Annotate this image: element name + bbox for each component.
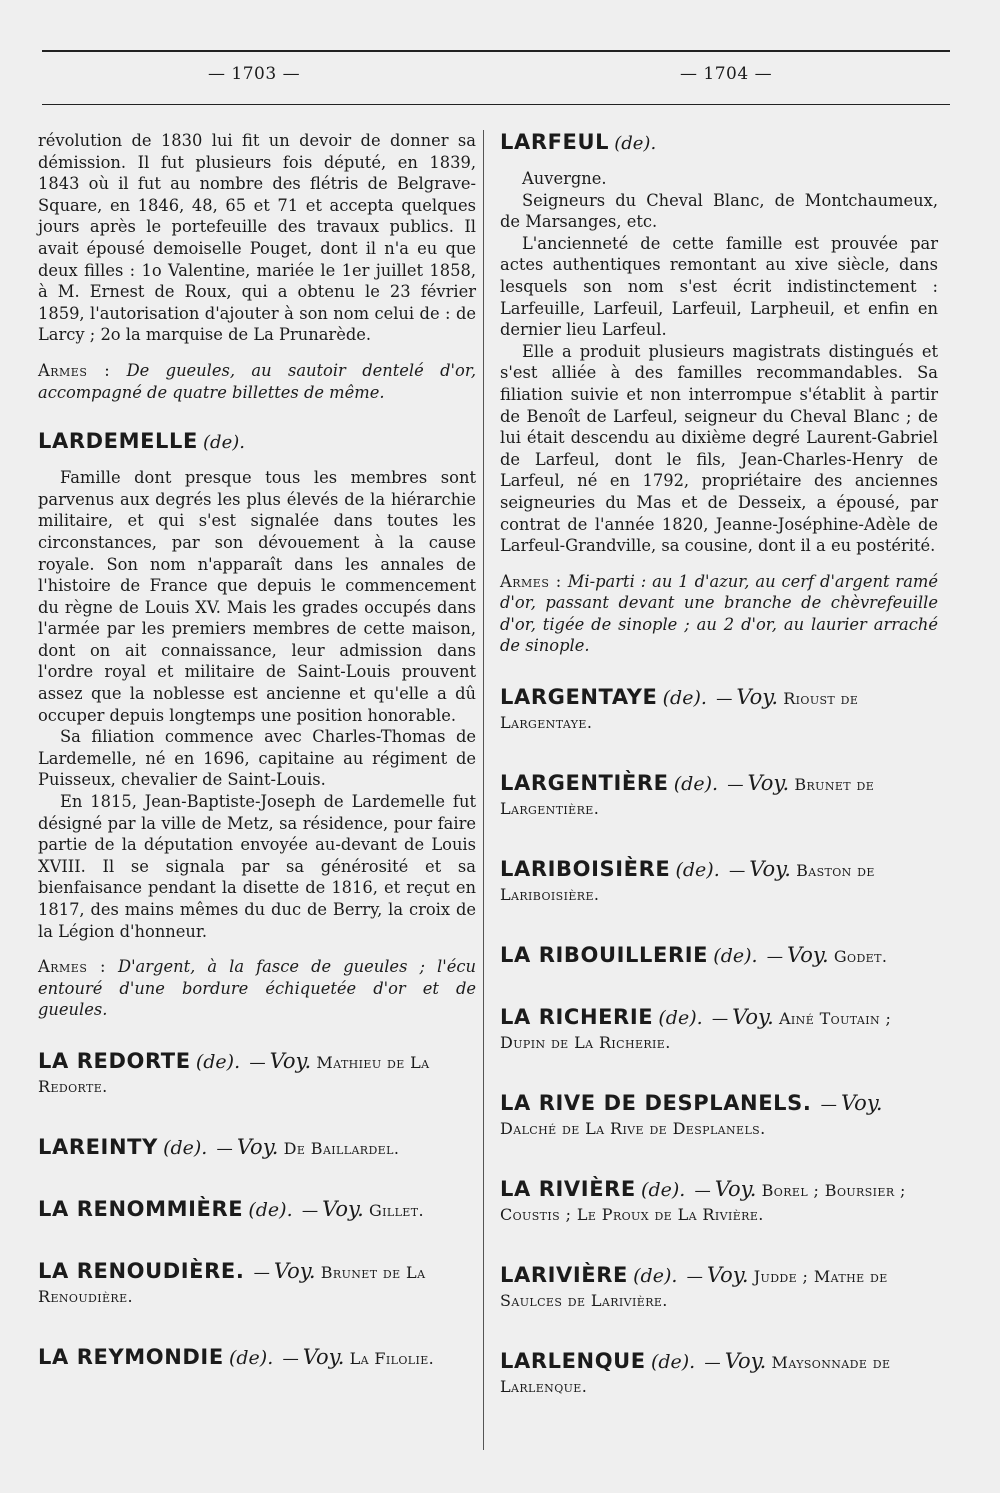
cross-reference-entry: LARGENTAYE (de). — Voy. Rioust de Largentaye. [500,685,859,733]
entry-name: LAREINTY [38,1134,158,1159]
cross-reference-entry: LARIBOISIÈRE (de). — Voy. Baston de Lariboisière. [500,857,875,905]
left-page-number: — 1703 — [208,64,301,84]
arms-label: Armes : [38,957,106,977]
entry-reference: Mathieu de La Redorte. [38,1052,430,1096]
cross-reference-entry: LA REYMONDIE (de). — Voy. La Filolie. [38,1344,435,1369]
entry-reference: Rioust de Largentaye. [500,689,859,733]
entry-name: LA RIVE DE DESPLANELS. [500,1091,812,1116]
cross-reference-entry: LARLENQUE (de). — Voy. Maysonnade de Larlenque. [500,1349,891,1397]
entry-particle: (de). [662,687,707,710]
entry-reference: Dalché de La Rive de Desplanels. [500,1119,766,1139]
entry-particle: (de). [248,1198,293,1221]
entry-particle: (de). [713,945,758,968]
entry-reference: Borel ; Boursier ; Coustis ; Le Proux de La Rivière. [500,1181,906,1225]
cross-reference-entry: LA RIVIÈRE (de). — Voy. Borel ; Boursier ; Coustis ; Le Proux de La Rivière. [500,1177,906,1225]
voy-label: Voy. [714,1177,757,1202]
entry-particle: (de). [203,432,245,454]
right-page-number: — 1704 — [680,64,773,84]
continuation-arms [38,360,476,403]
cross-reference-entry: LAREINTY (de). — Voy. De Baillardel. [38,1134,400,1159]
cross-reference-entry: LA RICHERIE (de). — Voy. Ainé Toutain ; Dupin de La Richerie. [500,1005,892,1053]
entry-particle: (de). [195,1050,241,1073]
entry-name: LARLENQUE [500,1349,646,1374]
cross-reference-entry: LA RIVE DE DESPLANELS. — Voy. Dalché de La Rive de Desplanels. [500,1091,883,1139]
right-column [500,130,938,1435]
entry-name: LA REYMONDIE [38,1344,224,1369]
cross-reference-entry: LA RENOMMIÈRE (de). — Voy. Gillet. [38,1196,424,1221]
voy-label: Voy. [302,1344,345,1369]
cross-reference-entry: LARGENTIÈRE (de). — Voy. Brunet de Largentière. [500,771,875,819]
voy-label: Voy. [706,1263,749,1288]
voy-label: Voy. [273,1258,316,1283]
larfeul-paragraph: L'ancienneté de cette famille est prouvée par actes authentiques remontant au xive siècle, dans lesquels son nom s'est écrit indistinctement : Larfeuille, Larfeuil, Larfeuil, Larpheuil, et enfin en dernier lieu Larfeul. [500,233,938,340]
entry-name: LA RICHERIE [500,1005,654,1030]
entry-name: LA RIBOUILLERIE [500,943,709,968]
entry-particle: (de). [641,1179,686,1202]
larfeul-paragraph: Auvergne. [522,169,607,188]
entry-name: LA RENOUDIÈRE. [38,1258,245,1283]
cross-reference-entry: LA RENOUDIÈRE. — Voy. Brunet de La Renoudière. [38,1258,426,1306]
entry-particle: (de). [633,1265,678,1288]
lardemelle-arms [38,956,476,1021]
cross-reference-entry: LA RIBOUILLERIE (de). — Voy. Godet. [500,943,888,968]
left-column [38,130,476,1407]
voy-label: Voy. [840,1091,883,1116]
entry-name: LARIBOISIÈRE [500,857,671,882]
entry-name: LARGENTAYE [500,685,658,710]
entry-particle: (de). [228,1346,274,1369]
entry-name: LARIVIÈRE [500,1263,628,1288]
entry-particle: (de). [650,1351,696,1374]
voy-label: Voy. [787,943,829,968]
arms-blazon: De gueules, au sautoir dentelé d'or, accompagné de quatre billettes de même. [38,360,476,402]
entry-heading-lardemelle [38,429,476,453]
entry-name: LA REDORTE [38,1048,191,1073]
entry-particle: (de). [163,1136,208,1159]
column-divider [483,130,484,1450]
entry-reference: Godet. [833,947,888,967]
arms-label: Armes : [38,360,111,380]
larfeul-paragraph: Elle a produit plusieurs magistrats distingués et s'est alliée à des familles recommandables. Sa filiation suivie et non interrompue s'établit à partir de Benoît de Larfeul, seigneur du Cheval Blanc ; de lui était descendu au dixième degré Laurent-Gabriel de Larfeul, dont le fils, Jean-Charles-Henry de Larfeul, né en 1792, propriétaire des anciennes seigneuries du Mas et de Desseix, a épousé, par contrat de l'année 1820, Jeanne-Joséphine-Adèle de Larfeul-Grandville, sa cousine, dont il a eu postérité. [500,341,938,556]
entry-reference: Gillet. [368,1200,424,1220]
entry-heading-larfeul [500,130,938,154]
entry-particle: (de). [673,773,719,796]
lardemelle-paragraph: Sa filiation commence avec Charles-Thomas de Lardemelle, né en 1696, capitaine au régiment de Puisseux, chevalier de Saint-Louis. [38,727,476,790]
voy-label: Voy. [724,1349,767,1374]
arms-label: Armes : [500,571,562,591]
entry-name: LA RENOMMIÈRE [38,1196,244,1221]
arms-blazon: Mi-parti : au 1 d'azur, au cerf d'argent ramé d'or, passant devant une branche de chèvrefeuille d'or, tigée de sinople ; au 2 d'or, au laurier arraché de sinople. [500,571,938,656]
cross-reference-entry: LA REDORTE (de). — Voy. Mathieu de La Redorte. [38,1048,430,1096]
larfeul-arms [500,571,938,657]
entry-particle: (de). [658,1007,703,1030]
voy-label: Voy. [736,685,779,710]
entry-reference: La Filolie. [349,1348,435,1368]
lardemelle-paragraph: En 1815, Jean-Baptiste-Joseph de Lardemelle fut désigné par la ville de Metz, sa résidence, pour faire partie de la députation envoyée au-devant de Louis XVIII. Il se signala par sa générosité et sa bienfaisance pendant la disette de 1816, et reçut en 1817, des mains mêmes du duc de Berry, la croix de la Légion d'honneur. [38,792,476,941]
entry-reference: Maysonnade de Larlenque. [500,1353,891,1397]
entry-name: LARFEUL [500,130,610,154]
entry-reference: Judde ; Mathe de Saulces de Larivière. [500,1267,888,1311]
voy-label: Voy. [322,1196,364,1221]
voy-label: Voy. [269,1048,312,1073]
entry-reference: De Baillardel. [283,1138,400,1158]
entry-reference: Brunet de Largentière. [500,775,875,819]
entry-reference: Ainé Toutain ; Dupin de La Richerie. [500,1009,892,1053]
entry-name: LA RIVIÈRE [500,1177,636,1202]
entry-particle: (de). [675,859,720,882]
voy-label: Voy. [732,1005,774,1030]
arms-blazon: D'argent, à la fasce de gueules ; l'écu entouré d'une bordure échiquetée d'or et de gueules. [38,957,476,1020]
header-rule-bottom [42,104,950,105]
header-rule-top [42,50,950,52]
entry-particle: (de). [614,133,657,154]
voy-label: Voy. [749,857,791,882]
entry-name: LARGENTIÈRE [500,771,669,796]
larfeul-paragraph: Seigneurs du Cheval Blanc, de Montchaumeux, de Marsanges, etc. [500,190,938,232]
entry-reference: Brunet de La Renoudière. [38,1262,426,1306]
cross-reference-entry: LARIVIÈRE (de). — Voy. Judde ; Mathe de Saulces de Larivière. [500,1263,888,1311]
continuation-text: révolution de 1830 lui fit un devoir de donner sa démission. Il fut plusieurs fois député, en 1839, 1843 où il fut au nombre des flétris de Belgrave-Square, en 1846, 48, 65 et 71 et accepta quelques jours après le portefeuille des travaux publics. Il avait épousé demoiselle Pouget, dont il n'a eu que deux filles : 1o Valentine, mariée le 1er juillet 1858, à M. Ernest de Roux, qui a obtenu le 23 février 1859, l'autorisation d'ajouter à son nom celui de : de Larcy ; 2o la marquise de La Prunarède. [38,131,476,345]
voy-label: Voy. [747,771,790,796]
entry-reference: Baston de Lariboisière. [500,861,875,905]
entry-name: LARDEMELLE [38,429,198,454]
lardemelle-paragraph: Famille dont presque tous les membres sont parvenus aux degrés les plus élevés de la hiérarchie militaire, et qui s'est signalée dans toutes les circonstances, par son dévouement à la cause royale. Son nom n'apparaît dans les annales de l'histoire de France que depuis le commencement du règne de Louis XV. Mais les grades occupés dans l'armée par les premiers membres de cette maison, dont on ait connaissance, leur admission dans l'ordre royal et militaire de Saint-Louis prouvent assez que la noblesse est ancienne et qu'elle a dû occuper depuis longtemps une position honorable. [38,468,476,725]
voy-label: Voy. [236,1134,279,1159]
